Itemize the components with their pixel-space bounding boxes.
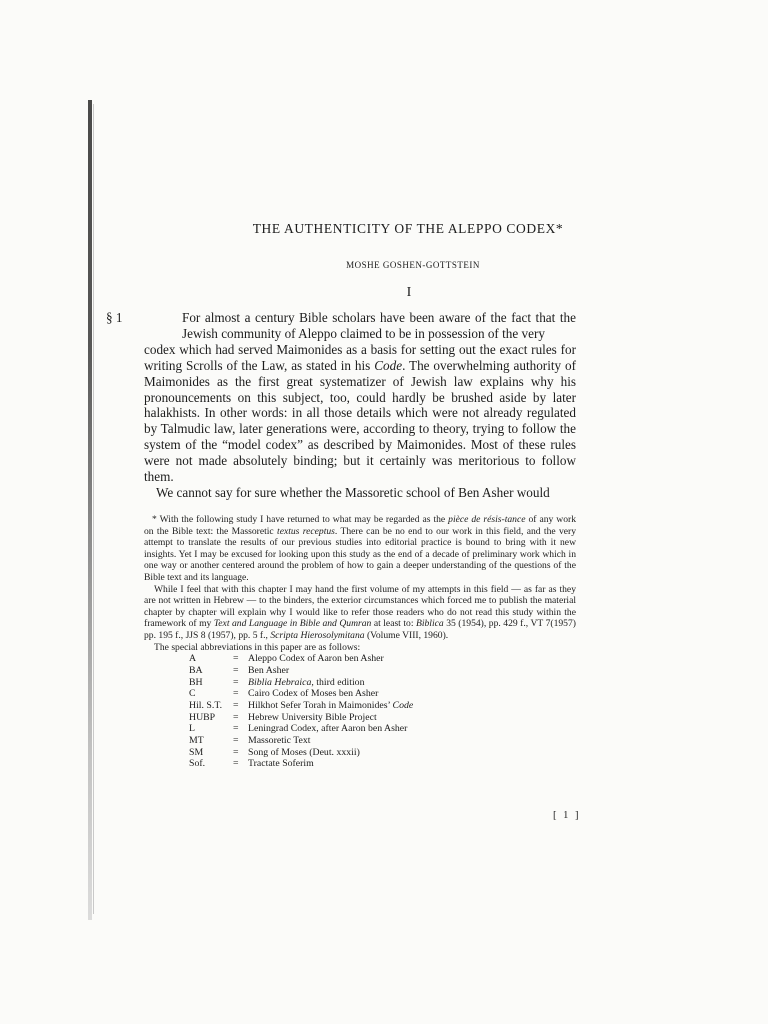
abbreviation-row: MT = Massoretic Text	[189, 735, 311, 747]
section-numeral: I	[406, 285, 412, 300]
footnote-paragraph-2: While I feel that with this chapter I may hand the first volume of my attempts in this field — as far as they are not written in Hebrew — to the binders, the exterior circumstances which forced me to publish the material chapter by chapter will explain why I would like to refer those readers who do not read this study within the framework of my Text and Language in Bible and Qumran at least to: Biblica 35 (1954), pp. 429 f., VT 7(1957) pp. 195 f., JJS 8 (1957), pp. 5 f., Scripta Hierosolymitana (Volume VIII, 1960).	[144, 583, 576, 641]
paragraph-1-text-b: . The overwhelming authority of Maimonides as the first great systematizer of Jewish law explains why his pronouncements on this subject, too, could hardly be brushed aside by later halakhists. In other words: in all those details which were not already regulated by Talmudic law, later generations were, according to theory, trying to follow the system of the “model codex” as described by Maimonides. Most of these rules were not made absolutely binding; but it certainly was meritorious to follow them.	[144, 357, 577, 485]
abbreviations-table	[189, 653, 413, 770]
paragraph-1-opening: For almost a century Bible scholars have been aware of the fact that the Jewish community of Aleppo claimed to be in possession of the very	[182, 310, 576, 341]
paragraph-1	[106, 310, 577, 485]
abbreviation-row: SM = Song of Moses (Deut. xxxii)	[189, 746, 360, 758]
abbreviation-row: Sof. = Tractate Soferim	[189, 758, 314, 770]
abbreviations-intro: The special abbreviations in this paper are as follows:	[154, 641, 361, 653]
footnote-paragraph-1: * With the following study I have returned to what may be regarded as the pièce de résis-tance of any work on the Bible text: the Massoretic textus receptus. There can be no end to our work in this field, and the very attempt to translate the results of our previous studies into editorial practice is bound to bring with it new insights. Yet I may be excused for looking upon this study as the end of a decade of preliminary work which in one way or another centered around the problem of how to gain a deeper understanding of the questions of the Bible text and its language.	[144, 514, 577, 583]
abbreviation-row: A = Aleppo Codex of Aaron ben Asher	[189, 653, 384, 665]
paragraph-1-text-a: codex which had served Maimonides as a basis for setting out the exact rules for writing Scrolls of the Law, as stated in his	[144, 341, 576, 373]
abbreviation-row: BH = Biblia Hebraica, third edition	[189, 676, 365, 688]
paragraph-2: We cannot say for sure whether the Massoretic school of Ben Asher would	[156, 484, 550, 500]
abbreviation-row: C = Cairo Codex of Moses ben Asher	[189, 688, 379, 700]
abbreviation-row: L = Leningrad Codex, after Aaron ben Asher	[189, 723, 408, 735]
paragraph-1-code-italic: Code	[374, 357, 403, 373]
abbreviation-row: HUBP = Hebrew University Bible Project	[189, 711, 377, 723]
abbreviation-row: Hil. S.T. = Hilkhot Sefer Torah in Maimonides’ Code	[189, 699, 414, 711]
abbreviation-row: BA = Ben Asher	[189, 664, 290, 676]
footnote-block	[144, 514, 576, 770]
paragraph-marker: § 1	[106, 310, 123, 325]
author-name: MOSHE GOSHEN-GOTTSTEIN	[346, 260, 480, 270]
article-title: THE AUTHENTICITY OF THE ALEPPO CODEX*	[252, 221, 564, 236]
main-body-text	[106, 310, 577, 501]
page-number: [ 1 ]	[553, 810, 581, 821]
